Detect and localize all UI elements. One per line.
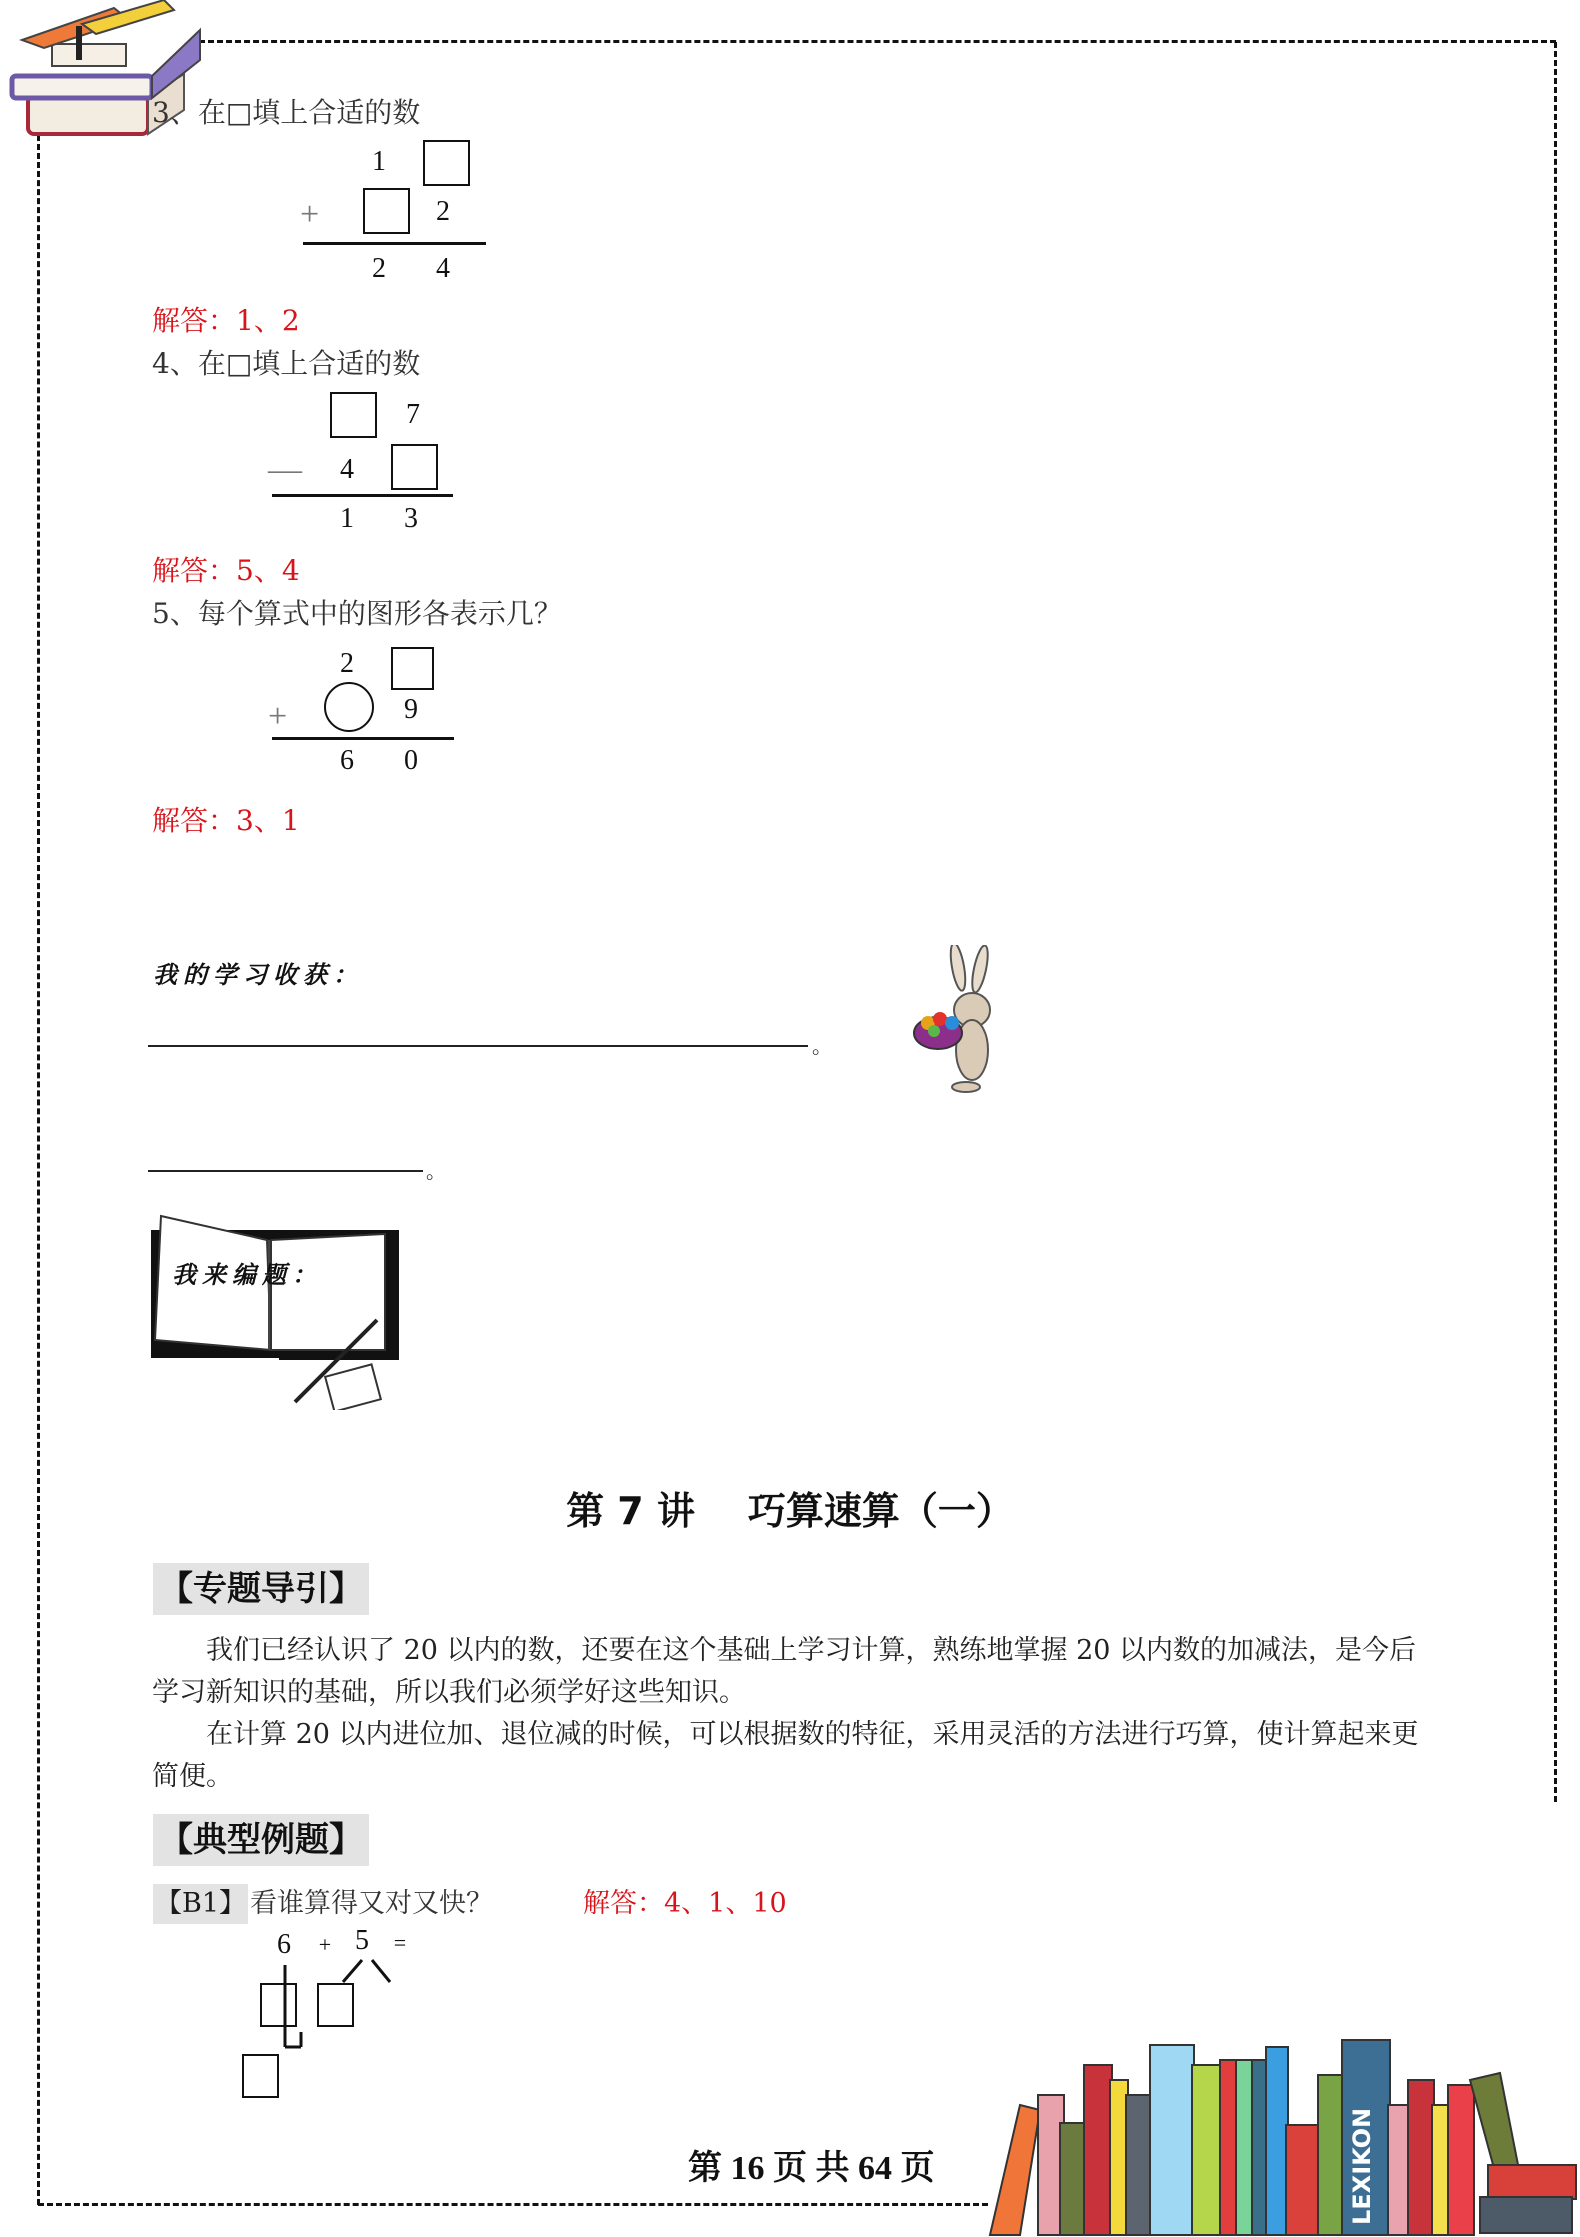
b1-decomposition-diagram — [240, 1955, 440, 2125]
intro-text — [152, 1630, 1442, 1798]
p4-answer: 解答：5、4 — [152, 554, 300, 587]
b1-expr-eq: = — [393, 1930, 407, 1955]
problem-4-prompt: 4、在□填上合适的数 — [152, 347, 421, 380]
problem-3-prompt: 3、在□填上合适的数 — [152, 96, 421, 129]
p5-operator: + — [268, 698, 288, 735]
page-number: 第 16 页 共 64 页 — [688, 2150, 935, 2187]
problem-5-prompt: 5、每个算式中的图形各表示几？ — [152, 597, 562, 630]
easter-bunny-icon — [900, 945, 1010, 1095]
p3-row1-tens: 1 — [372, 146, 386, 177]
b1-tag: 【B1】 — [153, 1884, 248, 1924]
p5-result-tens: 6 — [340, 745, 354, 776]
page-frame-left — [37, 135, 40, 2205]
b1-expr-a: 6 — [277, 1929, 291, 1960]
page-frame-top — [190, 40, 1556, 43]
p5-sum-line — [272, 737, 454, 740]
examples-section-tag: 【典型例题】 — [153, 1814, 369, 1866]
p4-difference-line — [272, 494, 453, 497]
p5-row2-ones: 9 — [404, 694, 418, 725]
lexikon-spine-text: LEXIKON — [1348, 2107, 1376, 2225]
reflection-blank-line-2[interactable] — [148, 1170, 423, 1172]
p5-answer: 解答：3、1 — [152, 804, 300, 837]
compose-label: 我来编题： — [172, 1261, 322, 1289]
b1-result-box-right[interactable] — [317, 1983, 354, 2027]
p5-row1-tens: 2 — [340, 648, 354, 679]
bookshelf-icon — [960, 1985, 1580, 2237]
p3-answer: 解答：1、2 — [152, 304, 300, 337]
p3-result-ones: 4 — [436, 253, 450, 284]
intro-paragraph-1: 我们已经认识了 20 以内的数，还要在这个基础上学习计算，熟练地掌握 20 以内数的加减法，是今后学习新知识的基础，所以我们必须学好这些知识。 — [152, 1635, 1417, 1708]
p3-operator: + — [300, 196, 320, 233]
b1-expr-b: 5 — [355, 1925, 369, 1956]
b1-expr-op: + — [318, 1932, 332, 1957]
b1-question: 看谁算得又对又快？ — [250, 1888, 493, 1919]
p4-row2-ones-box[interactable] — [391, 444, 438, 490]
p5-circle-shape[interactable] — [324, 682, 374, 732]
b1-result-box-left[interactable] — [260, 1983, 297, 2027]
p4-result-ones: 3 — [404, 503, 418, 534]
reflection-label: 我的学习收获： — [153, 961, 363, 989]
lecture-title: 第 7 讲 巧算速算（一） — [566, 1489, 1014, 1533]
notebook-icon — [145, 1210, 405, 1410]
p3-sum-line — [303, 242, 486, 245]
page-frame-bottom — [38, 2203, 988, 2206]
p3-row2-ones: 2 — [436, 196, 450, 227]
page-frame-right — [1554, 42, 1557, 1802]
intro-section-tag: 【专题导引】 — [153, 1563, 369, 1615]
p4-row2-tens: 4 — [340, 454, 354, 485]
p5-square-shape[interactable] — [391, 647, 434, 690]
p5-result-ones: 0 — [404, 745, 418, 776]
p3-row2-tens-box[interactable] — [363, 188, 410, 234]
p4-row1-ones: 7 — [406, 399, 420, 430]
b1-answer: 解答：4、1、10 — [583, 1888, 787, 1919]
reflection-period-1: 。 — [812, 1034, 832, 1058]
intro-paragraph-2: 在计算 20 以内进位加、退位减的时候，可以根据数的特征，采用灵活的方法进行巧算，使计算起来更简便。 — [152, 1719, 1419, 1792]
reflection-period-2: 。 — [426, 1159, 446, 1183]
p3-result-tens: 2 — [372, 253, 386, 284]
reflection-blank-line-1[interactable] — [148, 1045, 808, 1047]
p4-row1-tens-box[interactable] — [330, 392, 377, 438]
b1-sum-box[interactable] — [242, 2054, 279, 2098]
p3-row1-ones-box[interactable] — [423, 140, 470, 186]
p4-operator: — — [268, 451, 302, 488]
p4-result-tens: 1 — [340, 503, 354, 534]
